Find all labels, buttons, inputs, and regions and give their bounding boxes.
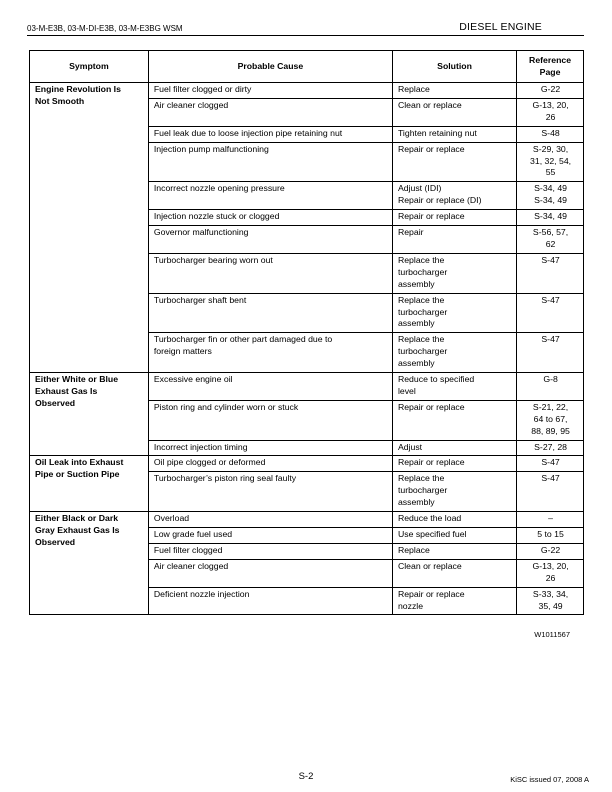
- col-header-symptom: Symptom: [30, 51, 149, 83]
- reference-cell: S-29, 30, 31, 32, 54, 55: [517, 142, 584, 182]
- cause-cell: Turbocharger fin or other part damaged due to foreign matters: [148, 333, 392, 373]
- symptom-cell: Either Black or Dark Gray Exhaust Gas Is Observed: [30, 512, 149, 615]
- solution-cell: Reduce to specified level: [392, 373, 516, 401]
- solution-cell: Replace the turbocharger assembly: [392, 293, 516, 333]
- cause-cell: Injection nozzle stuck or clogged: [148, 210, 392, 226]
- col-header-reference: Reference Page: [517, 51, 584, 83]
- solution-cell: Repair or replace: [392, 400, 516, 440]
- col-header-solution: Solution: [392, 51, 516, 83]
- reference-cell: S-33, 34, 35, 49: [517, 587, 584, 615]
- reference-cell: G-13, 20, 26: [517, 98, 584, 126]
- reference-cell: S-34, 49 S-34, 49: [517, 182, 584, 210]
- cause-cell: Injection pump malfunctioning: [148, 142, 392, 182]
- solution-cell: Repair or replace: [392, 142, 516, 182]
- table-row: [30, 512, 584, 528]
- cause-cell: Air cleaner clogged: [148, 98, 392, 126]
- reference-cell: S-34, 49: [517, 210, 584, 226]
- cause-cell: Turbocharger bearing worn out: [148, 253, 392, 293]
- solution-cell: Repair or replace nozzle: [392, 587, 516, 615]
- reference-cell: S-47: [517, 253, 584, 293]
- reference-cell: G-8: [517, 373, 584, 401]
- solution-cell: Clean or replace: [392, 98, 516, 126]
- reference-cell: S-47: [517, 333, 584, 373]
- cause-cell: Deficient nozzle injection: [148, 587, 392, 615]
- symptom-cell: Engine Revolution Is Not Smooth: [30, 83, 149, 373]
- issue-note: KiSC issued 07, 2008 A: [510, 775, 589, 784]
- reference-cell: G-22: [517, 83, 584, 99]
- solution-cell: Adjust (IDI) Repair or replace (DI): [392, 182, 516, 210]
- solution-cell: Repair or replace: [392, 456, 516, 472]
- cause-cell: Low grade fuel used: [148, 528, 392, 544]
- solution-cell: Replace the turbocharger assembly: [392, 253, 516, 293]
- solution-cell: Use specified fuel: [392, 528, 516, 544]
- solution-cell: Reduce the load: [392, 512, 516, 528]
- reference-cell: S-27, 28: [517, 440, 584, 456]
- cause-cell: Turbocharger’s piston ring seal faulty: [148, 472, 392, 512]
- cause-cell: Piston ring and cylinder worn or stuck: [148, 400, 392, 440]
- cause-cell: Fuel leak due to loose injection pipe retaining nut: [148, 126, 392, 142]
- reference-cell: S-48: [517, 126, 584, 142]
- col-header-cause: Probable Cause: [148, 51, 392, 83]
- reference-cell: G-13, 20, 26: [517, 559, 584, 587]
- cause-cell: Oil pipe clogged or deformed: [148, 456, 392, 472]
- reference-cell: S-47: [517, 456, 584, 472]
- solution-cell: Repair: [392, 226, 516, 254]
- reference-cell: –: [517, 512, 584, 528]
- cause-cell: Excessive engine oil: [148, 373, 392, 401]
- cause-cell: Fuel filter clogged or dirty: [148, 83, 392, 99]
- solution-cell: Clean or replace: [392, 559, 516, 587]
- solution-cell: Tighten retaining nut: [392, 126, 516, 142]
- solution-cell: Replace: [392, 543, 516, 559]
- symptom-cell: Either White or Blue Exhaust Gas Is Observed: [30, 373, 149, 456]
- solution-cell: Adjust: [392, 440, 516, 456]
- troubleshooting-table: [29, 50, 584, 615]
- cause-cell: Fuel filter clogged: [148, 543, 392, 559]
- document-code: W1011567: [534, 630, 570, 639]
- reference-cell: S-47: [517, 293, 584, 333]
- table-row: [30, 456, 584, 472]
- cause-cell: Air cleaner clogged: [148, 559, 392, 587]
- reference-cell: G-22: [517, 543, 584, 559]
- symptom-cell: Oil Leak into Exhaust Pipe or Suction Pipe: [30, 456, 149, 512]
- cause-cell: Overload: [148, 512, 392, 528]
- reference-cell: S-47: [517, 472, 584, 512]
- header-doc-id: 03-M-E3B, 03-M-DI-E3B, 03-M-E3BG WSM: [27, 24, 183, 33]
- solution-cell: Replace: [392, 83, 516, 99]
- table-row: [30, 83, 584, 99]
- solution-cell: Replace the turbocharger assembly: [392, 333, 516, 373]
- header-section-title: DIESEL ENGINE: [459, 21, 542, 33]
- table-header-row: [30, 51, 584, 83]
- cause-cell: Incorrect nozzle opening pressure: [148, 182, 392, 210]
- page-number: S-2: [298, 771, 314, 782]
- reference-cell: 5 to 15: [517, 528, 584, 544]
- solution-cell: Repair or replace: [392, 210, 516, 226]
- header-divider: [27, 35, 584, 36]
- cause-cell: Governor malfunctioning: [148, 226, 392, 254]
- cause-cell: Incorrect injection timing: [148, 440, 392, 456]
- reference-cell: S-21, 22, 64 to 67, 88, 89, 95: [517, 400, 584, 440]
- reference-cell: S-56, 57, 62: [517, 226, 584, 254]
- solution-cell: Replace the turbocharger assembly: [392, 472, 516, 512]
- table-row: [30, 373, 584, 401]
- cause-cell: Turbocharger shaft bent: [148, 293, 392, 333]
